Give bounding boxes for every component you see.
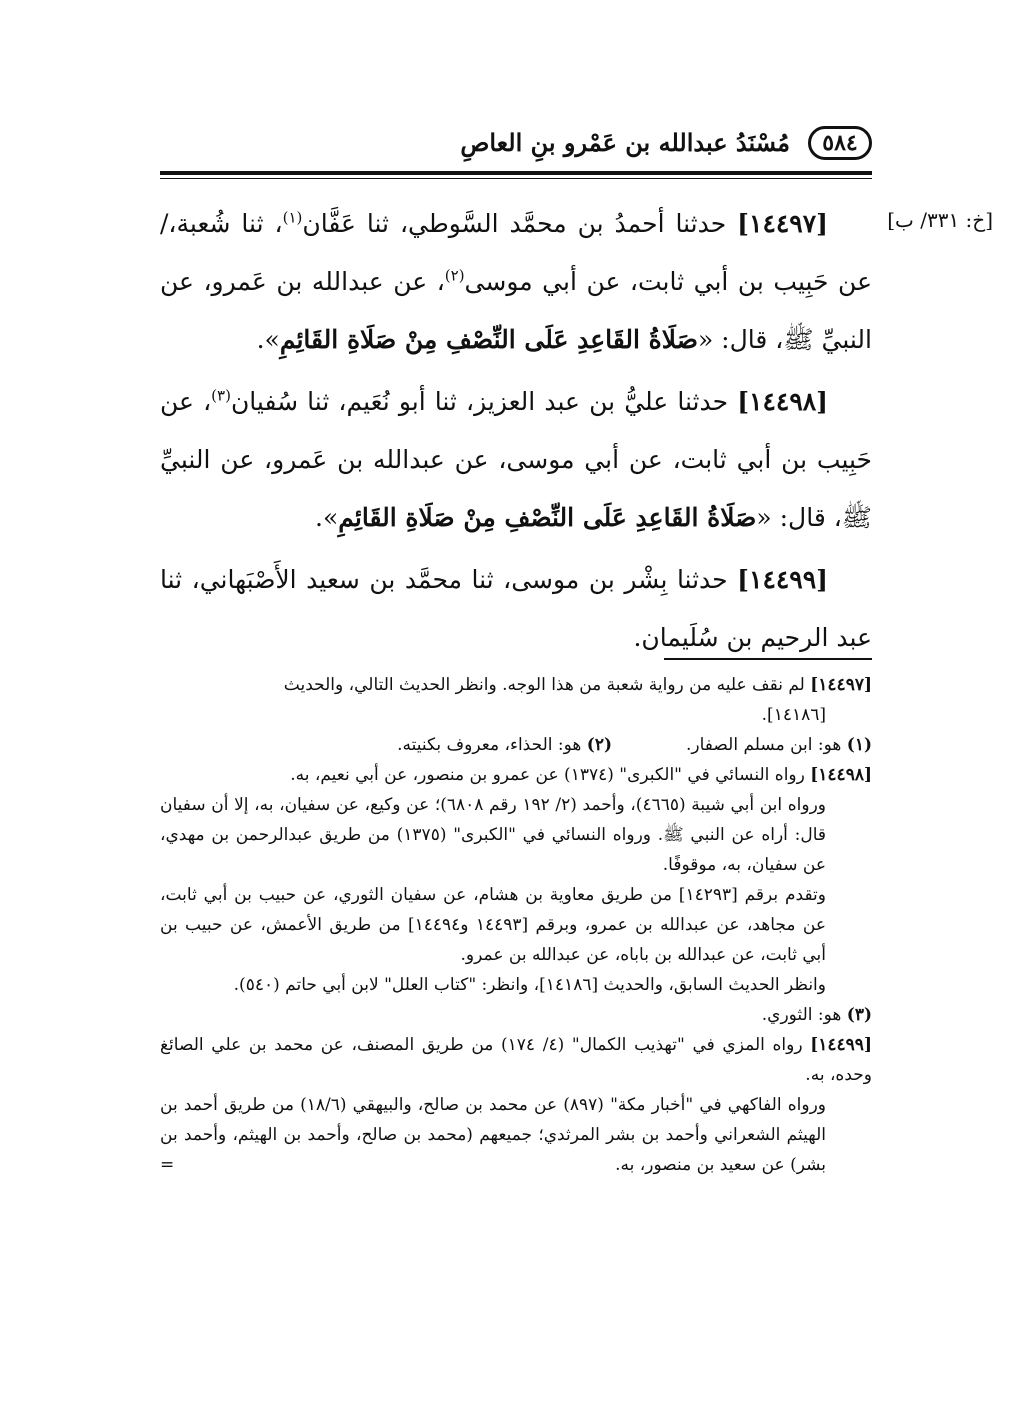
footnote-3 (160, 1000, 872, 1030)
footnote-1 (612, 730, 872, 760)
punctuation: ». (256, 325, 280, 354)
isnad-text: ، ثنا شُعبة،/ عن حَبِيب بن أبي ثابت، عن أبي موسى (160, 209, 872, 296)
footnote-text: هو: الثوري. (761, 1005, 847, 1025)
page-number: ٥٨٤ (808, 126, 872, 160)
footnote-mark: (١) (846, 735, 872, 755)
footnote-marker: (٣) (211, 386, 231, 405)
hadith-number: [١٤٤٩٩] (737, 565, 828, 594)
footnote-marker: (٢) (444, 266, 465, 285)
footnote-paragraph (160, 1090, 872, 1180)
margin-manuscript-note: [خ: ٣٣١/ ب] (887, 208, 993, 232)
footnote-text: رواه النسائي في "الكبرى" (١٣٧٤) عن عمرو بن منصور، عن أبي نعيم، به. (290, 765, 811, 785)
header-rule-thin (160, 178, 872, 179)
isnad-text: حدثنا عليُّ بن عبد العزيز، ثنا أبو نُعَيم، ثنا سُفيان (230, 387, 738, 416)
hadith-number: [١٤٤٩٧] (737, 209, 828, 238)
hadith-paragraph (160, 551, 872, 667)
hadith-matn: صَلَاةُ القَاعِدِ عَلَى النِّصْفِ مِنْ صَلَاةِ القَائِمِ (338, 503, 757, 532)
header-rule-thick (160, 171, 872, 175)
continuation-mark: = (160, 1155, 175, 1175)
footnote-text: لم نقف عليه من رواية شعبة من هذا الوجه. وانظر الحديث التالي، والحديث (283, 675, 811, 695)
footnote-paragraph: وتقدم برقم [١٤٢٩٣] من طريق معاوية بن هشام، عن سفيان الثوري، عن حبيب بن أبي ثابت، عن مجاهد، عن عبدالله بن عمرو، وبرقم [١٤٤٩٣ و١٤٤٩٤] من طريق الأعمش، عن حبيب بن أبي ثابت، عن عبدالله بن باباه، عن عبدالله بن عمرو. (160, 885, 826, 965)
footnote-mark: (٢) (586, 735, 612, 755)
footnote-continuation: [١٤١٨٦]. (761, 705, 826, 725)
footnote-entry (160, 1030, 872, 1090)
isnad-text: حدثنا بِشْر بن موسى، ثنا محمَّد بن سعيد الأَصْبَهاني، ثنا عبد الرحيم بن سُلَيمان. (160, 565, 872, 652)
footnote-ref: [١٤٤٩٩] (810, 1035, 872, 1055)
footnote-paragraph: وانظر الحديث السابق، والحديث [١٤١٨٦]، وانظر: "كتاب العلل" لابن أبي حاتم (٥٤٠). (233, 975, 826, 995)
page-header (160, 118, 872, 174)
footnote-text: ورواه الفاكهي في "أخبار مكة" (٨٩٧) عن محمد بن صالح، والبيهقي (١٨/٦) من طريق أحمد بن الهيثم الشعراني وأحمد بن بشر المرثدي؛ جميعهم (محمد بن صالح، وأحمد بن الهيثم، وأحمد بن بشر) عن سعيد بن منصور، به. (160, 1095, 826, 1175)
footnote-paragraph: ورواه ابن أبي شيبة (٤٦٦٥)، وأحمد (٢/ ١٩٢ رقم ٦٨٠٨)؛ عن وكيع، عن سفيان، به، إلا أن سفيان قال: أراه عن النبي ﷺ. ورواه النسائي في "الكبرى" (١٣٧٥) من طريق عبدالرحمن بن مهدي، عن سفيان، به، موقوفًا. (160, 795, 827, 875)
footnote-text: هو: الحذاء، معروف بكنيته. (397, 735, 587, 755)
footnote-text: رواه المزي في "تهذيب الكمال" (٤/ ١٧٤) من طريق المصنف، عن محمد بن علي الصائغ وحده، به. (160, 1035, 872, 1085)
footnote-ref: [١٤٤٩٨] (810, 765, 872, 785)
footnote-mark: (٣) (846, 1005, 872, 1025)
footnotes (160, 670, 872, 1180)
isnad-text: ، عن حَبِيب بن أبي ثابت، عن أبي موسى، عن عبدالله بن عَمرو، عن النبيِّ ﷺ، قال: « (160, 387, 872, 532)
hadith-paragraph (160, 373, 872, 547)
footnote-entry (160, 670, 872, 700)
footnote-ref: [١٤٤٩٧] (810, 675, 872, 695)
isnad-text: ، عن عبدالله بن عَمرو، عن النبيِّ ﷺ، قال: « (160, 267, 872, 354)
footnote-marker: (١) (282, 208, 303, 227)
footnote-entry (160, 760, 872, 790)
punctuation: ». (315, 503, 339, 532)
hadith-matn: صَلَاةُ القَاعِدِ عَلَى النِّصْفِ مِنْ صَلَاةِ القَائِمِ (279, 325, 698, 354)
footnote-pair (160, 730, 872, 760)
isnad-text: حدثنا أحمدُ بن محمَّد السَّوطي، ثنا عَفَّان (302, 209, 738, 238)
main-text (160, 195, 872, 671)
footnote-separator (664, 658, 872, 660)
footnote-text: هو: ابن مسلم الصفار. (686, 735, 847, 755)
hadith-paragraph (160, 195, 872, 369)
footnote-2 (397, 730, 612, 760)
running-title: مُسْنَدُ عبدالله بن عَمْرو بنِ العاصِ (460, 128, 790, 157)
hadith-number: [١٤٤٩٨] (737, 387, 829, 416)
